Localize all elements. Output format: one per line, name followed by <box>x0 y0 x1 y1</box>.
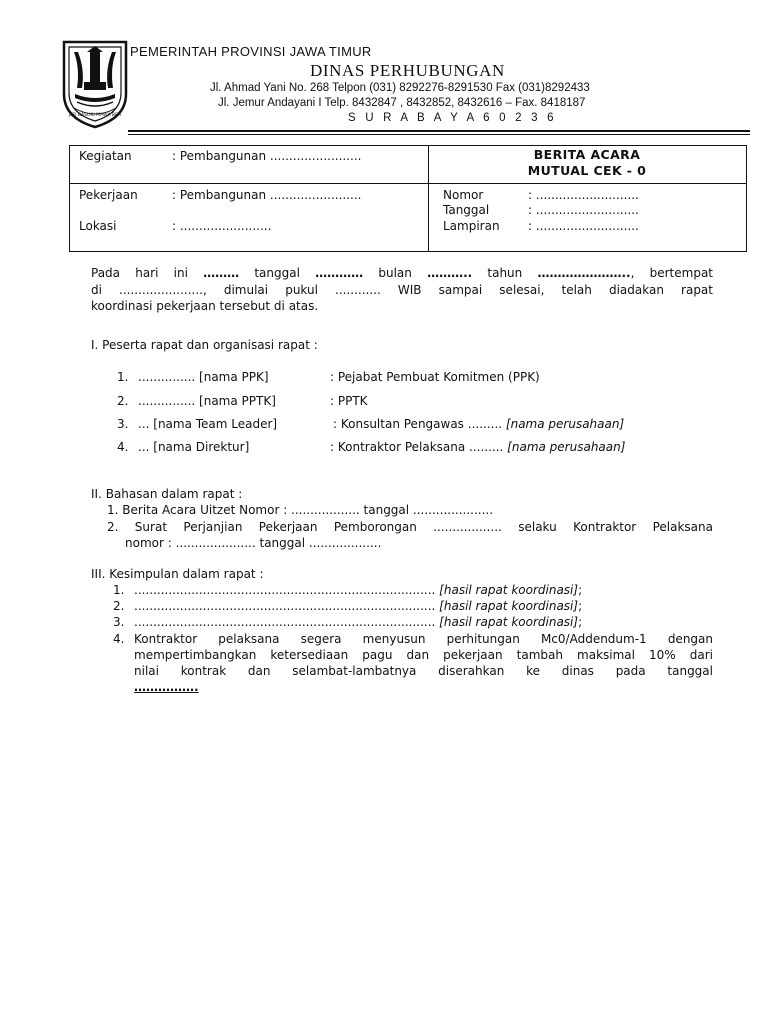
participant-num-4: 4. <box>117 440 129 454</box>
participant-role-4: : Kontraktor Pelaksana ......... [nama perusahaan] <box>330 440 626 454</box>
discussion-item-1: 1. Berita Acara Uitzet Nomor : .................. tanggal ..................... <box>107 503 494 517</box>
provincial-emblem-logo <box>60 38 130 130</box>
tanggal-value: : ........................... <box>528 203 639 217</box>
government-name: PEMERINTAH PROVINSI JAWA TIMUR <box>130 44 372 59</box>
conclusion-item-3: ............................................................................... [hasil rapat koordinasi]; <box>134 615 583 629</box>
participant-role-2: : PPTK <box>330 394 368 408</box>
kegiatan-label: Kegiatan <box>79 149 132 163</box>
conclusion-num-1: 1. <box>113 583 125 597</box>
section-3-heading: III. Kesimpulan dalam rapat : <box>91 567 264 581</box>
document-title: BERITA ACARA <box>533 147 641 162</box>
participant-num-3: 3. <box>117 417 129 431</box>
participant-role-3: : Konsultan Pengawas ......... [nama perusahaan] <box>333 417 625 431</box>
letterhead-rule-thick <box>128 130 750 132</box>
conclusion-item-4-line-2: mempertimbangkan ketersediaan pagu dan pekerjaan tambah maksimal 10% dari <box>134 648 713 662</box>
discussion-item-2-line-2: nomor : ..................... tanggal ................... <box>125 536 382 550</box>
participant-name-2: ............... [nama PPTK] <box>138 394 276 408</box>
address-line-2: Jl. Jemur Andayani I Telp. 8432847 , 8432852, 8432616 – Fax. 8418187 <box>218 97 586 109</box>
conclusion-item-4-line-1: Kontraktor pelaksana segera menyusun perhitungan Mc0/Addendum-1 dengan <box>134 632 713 646</box>
nomor-value: : ........................... <box>528 188 639 202</box>
pekerjaan-label: Pekerjaan <box>79 188 138 202</box>
conclusion-num-4: 4. <box>113 632 125 646</box>
table-divider-horizontal <box>69 183 747 184</box>
pekerjaan-value: : Pembangunan ........................ <box>172 188 362 202</box>
participant-num-2: 2. <box>117 394 129 408</box>
conclusion-item-1: ............................................................................... [hasil rapat koordinasi]; <box>134 583 583 597</box>
letterhead-rule-thin <box>128 134 750 135</box>
logo-motto: JER BASUKI MAWA BEA <box>68 113 122 118</box>
city-postcode: S U R A B A Y A 6 0 2 3 6 <box>348 112 557 124</box>
document-subtitle: MUTUAL CEK - 0 <box>527 163 647 178</box>
lampiran-value: : ........................... <box>528 219 639 233</box>
discussion-item-2-line-1: 2. Surat Perjanjian Pekerjaan Pemborongan .................. selaku Kontraktor Pelaksana <box>107 520 713 534</box>
address-line-1: Jl. Ahmad Yani No. 268 Telpon (031) 8292276-8291530 Fax (031)8292433 <box>210 82 590 94</box>
opening-line-2: di ......................, dimulai pukul ............ WIB sampai selesai, telah diadakan rapat <box>91 283 713 297</box>
participant-role-1: : Pejabat Pembuat Komitmen (PPK) <box>330 370 540 384</box>
conclusion-num-2: 2. <box>113 599 125 613</box>
conclusion-item-4-line-3: nilai kontrak dan selambat-lambatnya diserahkan ke dinas pada tanggal <box>134 664 713 678</box>
conclusion-num-3: 3. <box>113 615 125 629</box>
opening-line-1: Pada hari ini ……… tanggal ………… bulan ……….. tahun ………………….., bertempat <box>91 266 713 280</box>
participant-name-1: ............... [nama PPK] <box>138 370 269 384</box>
section-2-heading: II. Bahasan dalam rapat : <box>91 487 243 501</box>
tanggal-label: Tanggal <box>443 203 490 217</box>
lokasi-value: : ........................ <box>172 219 272 233</box>
participant-name-3: ... [nama Team Leader] <box>138 417 278 431</box>
participant-num-1: 1. <box>117 370 129 384</box>
participant-name-4: ... [nama Direktur] <box>138 440 250 454</box>
opening-line-3: koordinasi pekerjaan tersebut di atas. <box>91 299 319 313</box>
conclusion-item-2: ............................................................................... [hasil rapat koordinasi]; <box>134 599 583 613</box>
section-1-heading: I. Peserta rapat dan organisasi rapat : <box>91 338 318 352</box>
conclusion-item-4-line-4: ……………. <box>134 680 199 694</box>
agency-name: DINAS PERHUBUNGAN <box>310 61 505 80</box>
lampiran-label: Lampiran <box>443 219 500 233</box>
kegiatan-value: : Pembangunan ........................ <box>172 149 362 163</box>
nomor-label: Nomor <box>443 188 484 202</box>
lokasi-label: Lokasi <box>79 219 117 233</box>
